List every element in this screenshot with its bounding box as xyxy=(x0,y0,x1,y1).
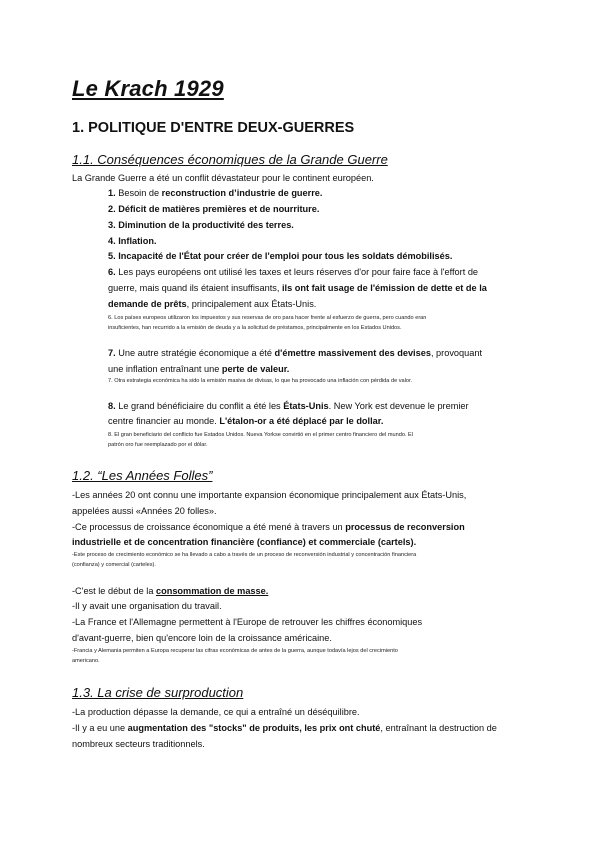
item-6-line-1 xyxy=(108,266,478,278)
item-6-line-3 xyxy=(108,298,316,310)
item-bold-text: Déficit de matières premières et de nourriture. xyxy=(118,204,320,214)
list-item xyxy=(108,219,294,231)
item-number: 1. xyxy=(108,188,116,198)
item-text: une inflation entraînant une xyxy=(108,364,222,374)
translation-note: americano. xyxy=(72,658,100,664)
paragraph-bold-text: industrielle et de concentration financière (confiance) et commerciale (cartels). xyxy=(72,537,417,547)
subsection-heading-1-1: 1.1. Conséquences économiques de la Grande Guerre xyxy=(72,152,388,167)
item-bold-text: États-Unis xyxy=(283,401,329,411)
translation-note: (confianza) y comercial (carteles). xyxy=(72,562,156,568)
paragraph-line: d'avant-guerre, bien qu'encore loin de la croissance américaine. xyxy=(72,633,332,643)
paragraph-line xyxy=(72,521,465,533)
item-text: guerre, mais quand ils étaient insuffisants, xyxy=(108,283,282,293)
subsection-heading-1-3: 1.3. La crise de surproduction xyxy=(72,685,244,700)
item-bold-text: Incapacité de l'État pour créer de l'emploi pour tous les soldats démobilisés. xyxy=(118,251,453,261)
item-bold-text: Diminution de la productivité des terres. xyxy=(118,220,294,230)
paragraph-bold-text: augmentation des "stocks" de produits, les prix ont chuté xyxy=(127,723,381,733)
item-bold-text: L'étalon-or a été déplacé par le dollar. xyxy=(219,416,384,426)
paragraph-underlined-text: consommation de masse. xyxy=(155,586,269,596)
list-item xyxy=(108,203,319,215)
paragraph-line xyxy=(72,722,497,734)
translation-note: 6. Los países europeos utilizaron los impuestos y sus reservas de oro para hacer frente al esfuerzo de guerra, pero cuando eran xyxy=(108,315,427,321)
translation-note: patrón oro fue reemplazado por el dólar. xyxy=(108,442,208,448)
paragraph-bold-text: processus de reconversion xyxy=(345,522,465,532)
item-bold-text: perte de valeur. xyxy=(221,364,290,374)
paragraph-text: , entraînant la destruction de xyxy=(380,723,497,733)
document-title: Le Krach 1929 xyxy=(72,76,224,101)
item-number: 7. xyxy=(108,348,116,358)
intro-paragraph: La Grande Guerre a été un conflit dévastateur pour le continent européen. xyxy=(72,173,374,183)
item-bold-text: reconstruction d’industrie de guerre. xyxy=(161,188,323,198)
item-bold-text: demande de prêts xyxy=(108,299,187,309)
paragraph-line: -La France et l'Allemagne permettent à l'Europe de retrouver les chiffres économiques xyxy=(72,617,423,627)
paragraph-text: -Ce processus de croissance économique a été mené à travers un xyxy=(72,522,346,532)
paragraph-line: nombreux secteurs traditionnels. xyxy=(72,739,205,749)
translation-note: -Francia y Alemania permiten a Europa recuperar las cifras económicas de antes de la guerra, aunque todavía lejos del crecimiento xyxy=(72,648,398,654)
item-number: 3. xyxy=(108,220,116,230)
item-text: Les pays européens ont utilisé les taxes et leurs réserves d'or pour faire face à l'effort de xyxy=(118,267,479,277)
item-text: Une autre stratégie économique a été xyxy=(118,348,275,358)
item-text: centre financier au monde. xyxy=(108,416,220,426)
subsection-heading-1-2: 1.2. “Les Années Folles” xyxy=(72,468,213,483)
paragraph-line: -Il y avait une organisation du travail. xyxy=(72,601,222,611)
item-7-line-1 xyxy=(108,347,482,359)
item-8-line-1 xyxy=(108,400,469,412)
translation-note: insuficientes, han recurrido a la emisión de deuda y a la solicitud de préstamos, principalmente en los Estados Unidos. xyxy=(108,325,402,331)
item-7-line-2 xyxy=(108,363,289,375)
item-text: , provoquant xyxy=(430,348,483,358)
paragraph-text: -Il y a eu une xyxy=(72,723,128,733)
paragraph-line: appelées aussi «Années 20 folles». xyxy=(72,506,217,516)
item-number: 5. xyxy=(108,251,116,261)
item-bold-text: d'émettre massivement des devises xyxy=(274,348,431,358)
list-item xyxy=(108,187,322,199)
list-item xyxy=(108,235,157,247)
item-text: Besoin de xyxy=(118,188,162,198)
paragraph-line: -La production dépasse la demande, ce qui a entraîné un déséquilibre. xyxy=(72,707,360,717)
translation-note: 8. El gran beneficiario del conflicto fue Estados Unidos. Nueva Yorkse convirtió en el primer centro financiero del mundo. El xyxy=(108,432,414,438)
translation-note: 7. Otra estrategia económica ha sido la emisión masiva de divisas, lo que ha provocado una inflación con pérdida de valor. xyxy=(108,378,413,384)
item-8-line-2 xyxy=(108,415,383,427)
paragraph-line xyxy=(72,585,268,597)
item-text: . New York est devenue le premier xyxy=(328,401,469,411)
paragraph-line: -Les années 20 ont connu une importante expansion économique principalement aux États-Unis, xyxy=(72,490,467,500)
item-number: 8. xyxy=(108,401,116,411)
item-number: 2. xyxy=(108,204,116,214)
section-heading: 1. POLITIQUE D'ENTRE DEUX-GUERRES xyxy=(72,120,355,136)
paragraph-line xyxy=(72,536,416,548)
list-item xyxy=(108,250,452,262)
item-number: 6. xyxy=(108,267,116,277)
item-bold-text: ils ont fait usage de l'émission de dette et de la xyxy=(281,283,487,293)
paragraph-text: -C'est le début de la xyxy=(72,586,156,596)
item-text: , principalement aux États-Unis. xyxy=(186,299,317,309)
item-number: 4. xyxy=(108,236,116,246)
item-6-line-2 xyxy=(108,282,487,294)
item-bold-text: Inflation. xyxy=(118,236,157,246)
translation-note: -Este proceso de crecimiento económico se ha llevado a cabo a través de un proceso de reconversión industrial y concentración financiera xyxy=(72,552,417,558)
item-text: Le grand bénéficiaire du conflit a été les xyxy=(118,401,284,411)
